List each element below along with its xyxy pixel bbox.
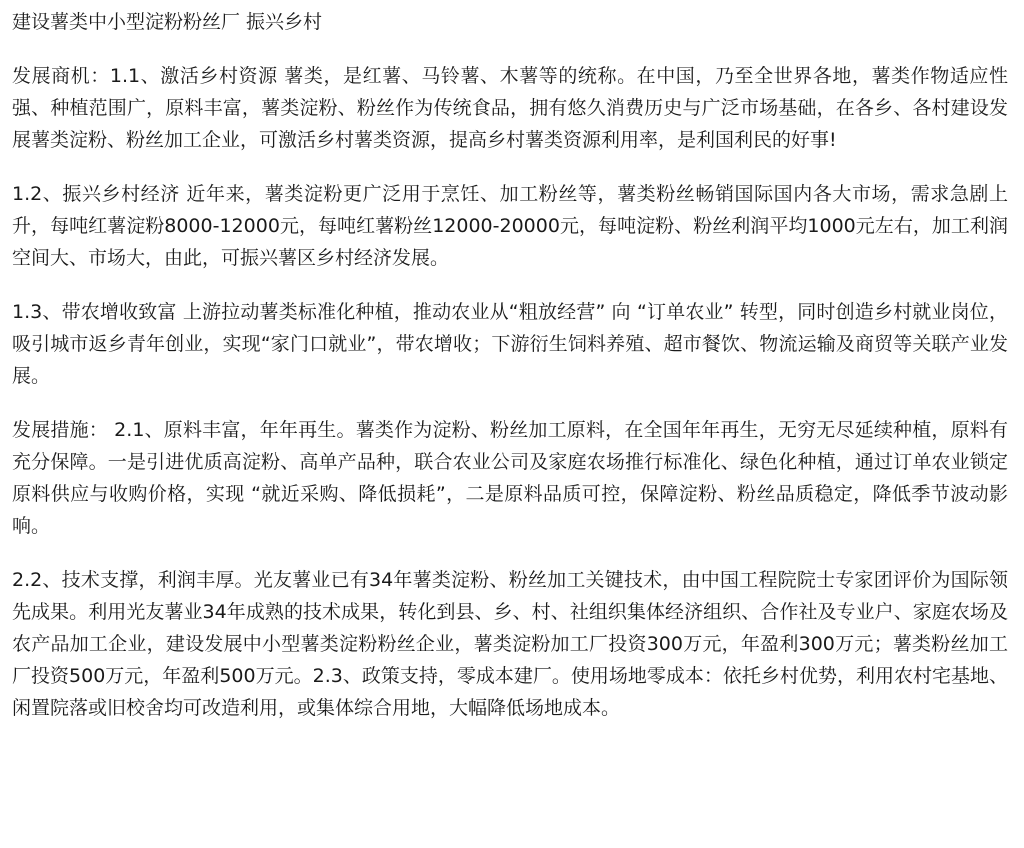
paragraph-opportunity-1-2: 1.2、振兴乡村经济 近年来，薯类淀粉更广泛用于烹饪、加工粉丝等，薯类粉丝畅销国际国内各大市场，需求急剧上升，每吨红薯淀粉8000-12000元，每吨红薯粉丝12000-20000元，每吨淀粉、粉丝利润平均1000元左右，加工利润空间大、市场大，由此，可振兴薯区乡村经济发展。 bbox=[12, 183, 1008, 269]
document-title: 建设薯类中小型淀粉粉丝厂 振兴乡村 bbox=[12, 11, 323, 33]
paragraph-opportunity-1-1: 发展商机：1.1、激活乡村资源 薯类，是红薯、马铃薯、木薯等的统称。在中国，乃至全世界各地，薯类作物适应性强、种植范围广，原料丰富，薯类淀粉、粉丝作为传统食品，拥有悠久消费历史与广泛市场基础，在各乡、各村建设发展薯类淀粉、粉丝加工企业，可激活乡村薯类资源，提高乡村薯类资源利用率，是利国利民的好事! bbox=[12, 65, 1008, 151]
paragraph-opportunity-1-3: 1.3、带农增收致富 上游拉动薯类标准化种植，推动农业从“粗放经营” 向 “订单农业” 转型，同时创造乡村就业岗位，吸引城市返乡青年创业，实现“家门口就业”，带农增收；下游衍生饲料养殖、超市餐饮、物流运输及商贸等关联产业发展。 bbox=[12, 301, 1008, 387]
paragraph-measures-2-1: 发展措施： 2.1、原料丰富，年年再生。薯类作为淀粉、粉丝加工原料，在全国年年再生，无穷无尽延续种植，原料有充分保障。一是引进优质高淀粉、高单产品种，联合农业公司及家庭农场推行标准化、绿色化种植，通过订单农业锁定原料供应与收购价格，实现 “就近采购、降低损耗”，二是原料品质可控，保障淀粉、粉丝品质稳定，降低季节波动影响。 bbox=[12, 419, 1008, 537]
paragraph-measures-2-2: 2.2、技术支撑，利润丰厚。光友薯业已有34年薯类淀粉、粉丝加工关键技术，由中国工程院院士专家团评价为国际领先成果。利用光友薯业34年成熟的技术成果，转化到县、乡、村、社组织集体经济组织、合作社及专业户、家庭农场及农产品加工企业，建设发展中小型薯类淀粉粉丝企业，薯类淀粉加工厂投资300万元，年盈利300万元；薯类粉丝加工厂投资500万元，年盈利500万元。2.3、政策支持，零成本建厂。使用场地零成本：依托乡村优势，利用农村宅基地、闲置院落或旧校舍均可改造利用，或集体综合用地，大幅降低场地成本。 bbox=[12, 569, 1008, 719]
